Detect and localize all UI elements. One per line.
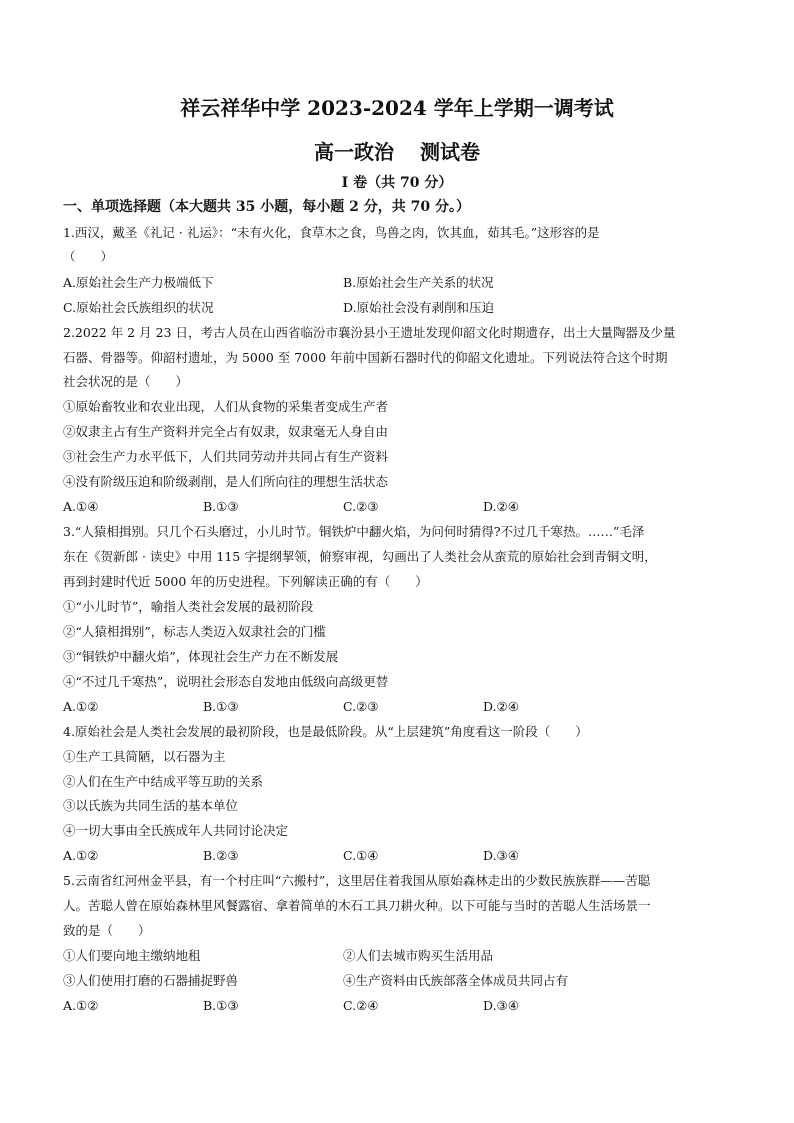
question-5-statement: ③人们使用打磨的石器捕捉野兽 [63, 973, 239, 988]
question-1-choice-a: A.原始社会生产力极端低下 [63, 275, 214, 290]
question-3-statement: ③“铜铁炉中翻火焰”，体现社会生产力在不断发展 [63, 649, 339, 664]
question-5-statement: ④生产资料由氏族部落全体成员共同占有 [343, 973, 569, 988]
question-5-choice-d: D.③④ [483, 998, 519, 1013]
question-5-stem-line: 致的是（ ） [63, 923, 151, 938]
question-4-statement: ③以氏族为共同生活的基本单位 [63, 798, 239, 813]
question-1-stem-line: 1.西汉，戴圣《礼记 · 礼运》：“未有火化，食草木之食，鸟兽之肉，饮其血，茹其毛。”这形容的是 [63, 225, 600, 240]
question-5-choice-a: A.①② [63, 998, 99, 1013]
question-3-choice-b: B.①③ [203, 699, 239, 714]
section-heading: 一、单项选择题（本大题共 35 小题，每小题 2 分，共 70 分。） [63, 199, 470, 215]
question-3-stem-line: 3.“人猿相揖别。只几个石头磨过，小儿时节。铜铁炉中翻火焰，为问何时猜得?不过几千寒热。……”毛泽 [63, 524, 645, 539]
question-2-statement: ③社会生产力水平低下，人们共同劳动并共同占有生产资料 [63, 449, 389, 464]
question-1-stem-line: （ ） [63, 249, 114, 264]
question-2-choice-c: C.②③ [343, 499, 379, 514]
question-2-choice-b: B.①③ [203, 499, 239, 514]
question-2-statement: ①原始畜牧业和农业出现，人们从食物的采集者变成生产者 [63, 399, 389, 414]
question-3-choice-c: C.②③ [343, 699, 379, 714]
exam-subtitle [0, 136, 794, 165]
question-3-choice-a: A.①② [63, 699, 99, 714]
exam-title: 祥云祥华中学 2023-2024 学年上学期一调考试 [180, 96, 614, 120]
question-4-choice-d: D.③④ [483, 848, 519, 863]
question-4-choice-c: C.①④ [343, 848, 379, 863]
question-5-choice-c: C.②④ [343, 998, 379, 1013]
question-4-choice-a: A.①② [63, 848, 99, 863]
question-3-choice-d: D.②④ [483, 699, 519, 714]
question-3-statement: ④“不过几千寒热”，说明社会形态自发地由低级向高级更替 [63, 674, 389, 689]
question-2-stem-line: 石器、骨器等。仰韶村遗址，为 5000 至 7000 年前中国新石器时代的仰韶文化遗址。下列说法符合这个时期 [63, 350, 668, 365]
question-4-choice-b: B.②③ [203, 848, 239, 863]
question-1-choice-b: B.原始社会生产关系的状况 [343, 275, 494, 290]
question-3-statement: ②“人猿相揖别”，标志人类迈入奴隶社会的门槛 [63, 624, 326, 639]
question-5-statement: ②人们去城市购买生活用品 [343, 948, 494, 963]
question-2-statement: ②奴隶主占有生产资料并完全占有奴隶，奴隶毫无人身自由 [63, 424, 389, 439]
question-2-choice-a: A.①④ [63, 499, 99, 514]
question-4-stem-line: 4.原始社会是人类社会发展的最初阶段，也是最低阶段。从“上层建筑”角度看这一阶段（ ） [63, 724, 588, 739]
question-3-statement: ①“小儿时节”，喻指人类社会发展的最初阶段 [63, 599, 314, 614]
question-2-choice-d: D.②④ [483, 499, 519, 514]
question-1-choice-d: D.原始社会没有剥削和压迫 [343, 300, 495, 315]
question-5-stem-line: 5.云南省红河州金平县，有一个村庄叫“六搬村”，这里居住着我国从原始森林走出的少数民族族群——苦聪 [63, 873, 651, 888]
question-5-stem-line: 人。苦聪人曾在原始森林里风餐露宿、拿着简单的木石工具刀耕火种。以下可能与当时的苦聪人生活场景一 [63, 898, 651, 913]
part-heading: I 卷（共 70 分） [341, 175, 453, 191]
question-1-choice-c: C.原始社会氏族组织的状况 [63, 300, 214, 315]
question-5-choice-b: B.①③ [203, 998, 239, 1013]
question-4-statement: ④一切大事由全氏族成年人共同讨论决定 [63, 823, 289, 838]
question-4-statement: ②人们在生产中结成平等互助的关系 [63, 774, 264, 789]
question-3-stem-line: 再到封建时代近 5000 年的历史进程。下列解读正确的有（ ） [63, 574, 428, 589]
question-2-stem-line: 2.2022 年 2 月 23 日，考古人员在山西省临汾市襄汾县小王遗址发现仰韶文化时期遗存，出土大量陶器及少量 [63, 325, 676, 340]
question-2-stem-line: 社会状况的是（ ） [63, 374, 189, 389]
paper-label: 测试卷 [420, 140, 480, 164]
subject-label: 高一政治 [314, 140, 394, 164]
question-4-statement: ①生产工具简陋，以石器为主 [63, 749, 226, 764]
question-2-statement: ④没有阶级压迫和阶级剥削，是人们所向往的理想生活状态 [63, 474, 389, 489]
question-3-stem-line: 东在《贺新郎 · 读史》中用 115 字提纲挈领，俯察审视，勾画出了人类社会从蛮荒的原始社会到青铜文明， [63, 549, 657, 564]
question-5-statement: ①人们要向地主缴纳地租 [63, 948, 201, 963]
